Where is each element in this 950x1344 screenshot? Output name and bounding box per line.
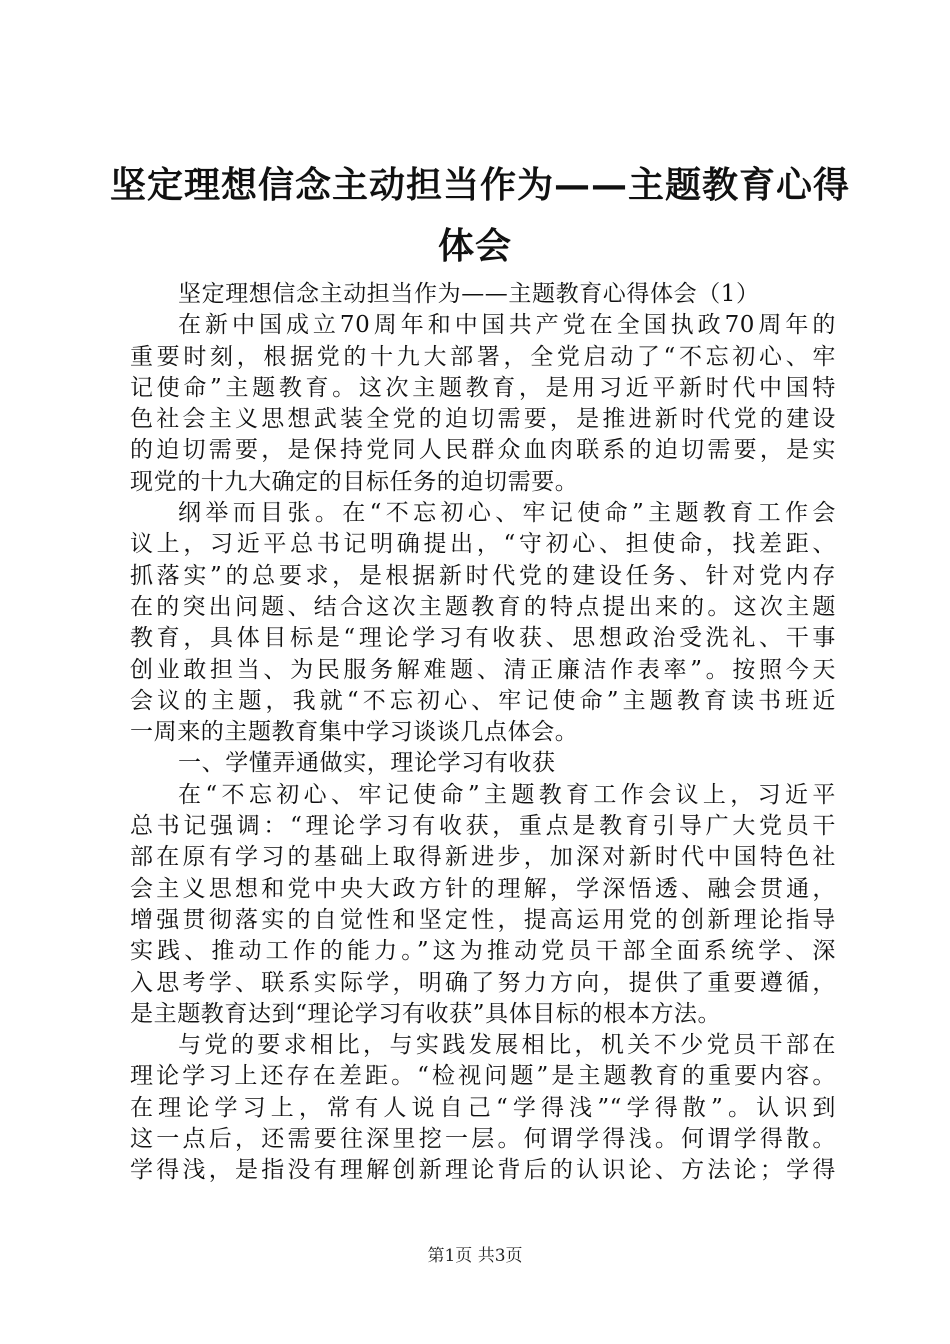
body-line: 的迫切需要，是保持党同人民群众血肉联系的迫切需要，是实 [130,437,836,464]
body-line: 记使命”主题教育。这次主题教育，是用习近平新时代中国特 [130,374,836,401]
body-line: 部在原有学习的基础上取得新进步，加深对新时代中国特色社 [130,844,836,871]
body-line: 教育，具体目标是“理论学习有收获、思想政治受洗礼、干事 [130,625,836,652]
body-line: 增强贯彻落实的自觉性和坚定性，提高运用党的创新理论指导 [130,906,836,933]
body-line: 会主义思想和党中央大政方针的理解，学深悟透、融会贯通， [130,875,836,902]
body-line: 坚定理想信念主动担当作为——主题教育心得体会（1） [178,281,760,307]
body-line: 学得浅，是指没有理解创新理论背后的认识论、方法论；学得 [130,1157,836,1184]
document-body [130,279,836,1187]
body-line: 会议的主题，我就“不忘初心、牢记使命”主题教育读书班近 [130,687,836,714]
body-line: 在理论学习上，常有人说自己“学得浅”“学得散”。认识到 [130,1094,836,1121]
page-footer: 第1页 共3页 [427,1246,523,1266]
body-line: 一周来的主题教育集中学习谈谈几点体会。 [130,719,579,746]
body-line: 与党的要求相比，与实践发展相比，机关不少党员干部在 [178,1032,836,1059]
body-line: 实践、推动工作的能力。”这为推动党员干部全面系统学、深 [130,938,836,965]
body-line: 纲举而目张。在“不忘初心、牢记使命”主题教育工作会 [178,500,836,527]
body-line: 是主题教育达到“理论学习有收获”具体目标的根本方法。 [130,1000,722,1027]
body-line: 这一点后，还需要往深里挖一层。何谓学得浅。何谓学得散。 [130,1126,836,1153]
body-line: 一、学懂弄通做实，理论学习有收获 [178,750,556,777]
body-line: 现党的十九大确定的目标任务的迫切需要。 [130,468,579,495]
body-line: 重要时刻，根据党的十九大部署，全党启动了“不忘初心、牢 [130,343,836,370]
body-line: 在“不忘初心、牢记使命”主题教育工作会议上，习近平 [178,781,836,808]
body-line: 总书记强调：“理论学习有收获，重点是教育引导广大党员干 [130,813,836,840]
body-line: 抓落实”的总要求，是根据新时代党的建设任务、针对党内存 [130,562,836,589]
document-title-line-1: 坚定理想信念主动担当作为——主题教育心得 [110,164,851,206]
body-line: 入思考学、联系实际学，明确了努力方向，提供了重要遵循， [130,969,836,996]
document-title-line-2: 体会 [437,225,512,267]
body-line: 议上，习近平总书记明确提出，“守初心、担使命，找差距、 [130,531,836,558]
body-line: 创业敢担当、为民服务解难题、清正廉洁作表率”。按照今天 [130,656,836,683]
body-line: 色社会主义思想武装全党的迫切需要，是推进新时代党的建设 [130,406,836,433]
body-line: 理论学习上还存在差距。“检视问题”是主题教育的重要内容。 [130,1063,836,1090]
body-line: 在的突出问题、结合这次主题教育的特点提出来的。这次主题 [130,593,836,620]
body-line: 在新中国成立70周年和中国共产党在全国执政70周年的 [178,312,836,339]
